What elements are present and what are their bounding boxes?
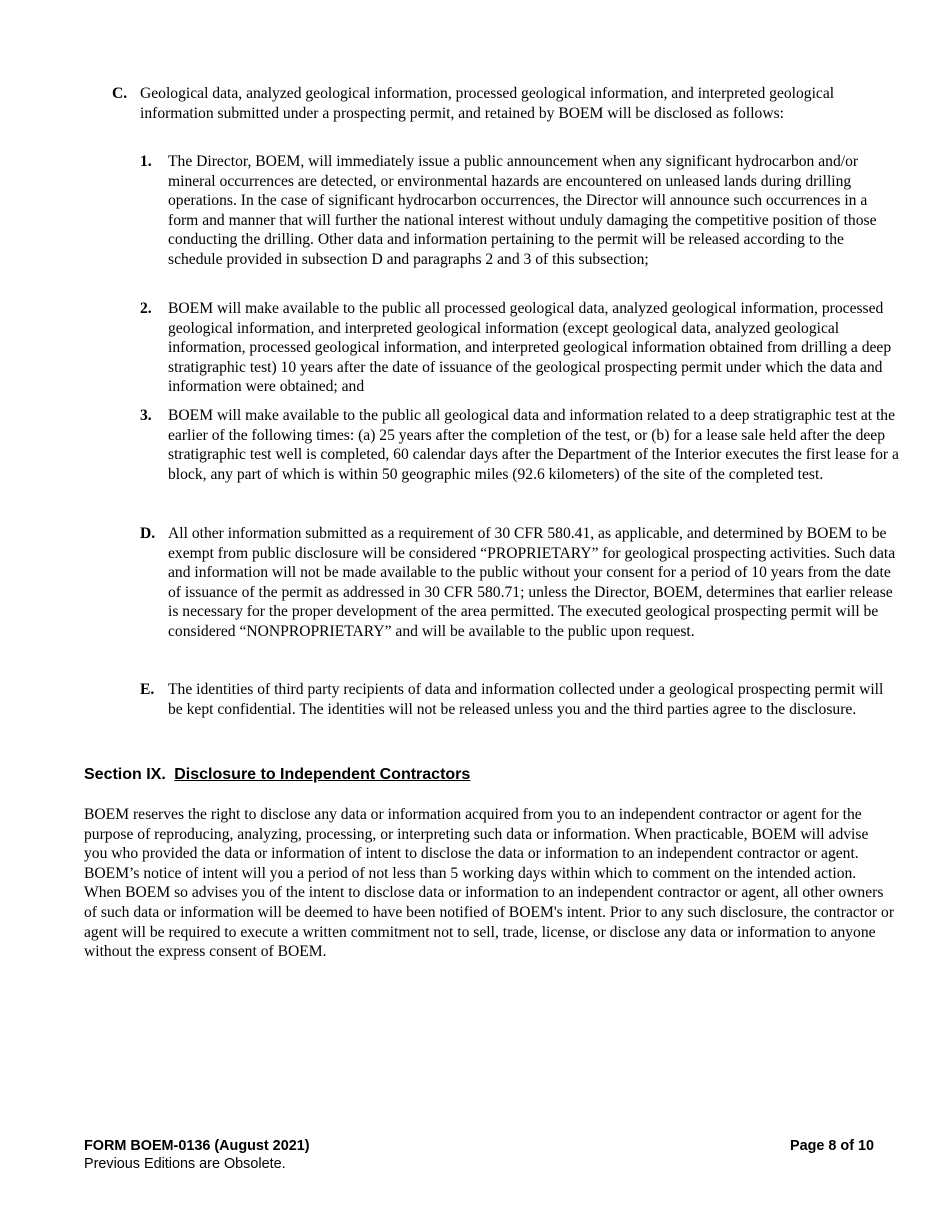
section-ix-title: Disclosure to Independent Contractors (174, 766, 471, 783)
item-2-label: 2. (140, 300, 152, 317)
item-3-text: BOEM will make available to the public all geological data and information related to a deep stratigraphic test at the earlier of the following times: (a) 25 years after the completion of the test, or (b) for a lease sale held after the deep stratigraphic test well is completed, 60 calendar days after the Department of the Interior executes the first lease for a block, any part of which is within 50 geographic miles (92.6 kilometers) of the site of the completed test. (168, 407, 899, 483)
section-d-label: D. (140, 525, 156, 542)
item-2-text: BOEM will make available to the public all processed geological data, analyzed geological information, processed geological information, and interpreted geological information (except geological data, analyzed geological information, processed geological information, and interpreted geological information obtained from drilling a deep stratigraphic test) 10 years after the date of issuance of the geological prospecting permit under which the data and information were obtained; and (168, 300, 892, 396)
item-3-label: 3. (140, 407, 152, 424)
page-footer (84, 1137, 874, 1173)
editions-note: Previous Editions are Obsolete. (84, 1156, 286, 1172)
section-c-label: C. (112, 85, 128, 102)
section-c-text: Geological data, analyzed geological information, processed geological information, and interpreted geological information submitted under a prospecting permit, and retained by BOEM will be disclosed as follows: (140, 85, 835, 122)
section-ix-number: Section IX. (84, 766, 166, 783)
item-1-label: 1. (140, 153, 152, 170)
form-id: FORM BOEM-0136 (August 2021) (84, 1138, 310, 1154)
section-ix-body: BOEM reserves the right to disclose any data or information acquired from you to an independent contractor or agent for the purpose of reproducing, analyzing, processing, or interpreting such data or information. When practicable, BOEM will advise you who provided the data or information of intent to disclose the data or information to an independent contractor or agent. BOEM’s notice of intent will you a period of not less than 5 working days within which to comment on the intended action. When BOEM so advises you of the intent to disclose data or information to an independent contractor or agent, all other owners of such data or information will be deemed to have been notified of BOEM's intent. Prior to any such disclosure, the contractor or agent will be required to execute a written commitment not to sell, trade, license, or disclose any data or information to anyone without the express consent of BOEM. (84, 806, 895, 961)
section-e-text: The identities of third party recipients of data and information collected under a geological prospecting permit will be kept confidential. The identities will not be released unless you and the third parties agree to the disclosure. (168, 681, 884, 718)
page-number: Page 8 of 10 (790, 1138, 874, 1154)
section-d-text: All other information submitted as a requirement of 30 CFR 580.41, as applicable, and determined by BOEM to be exempt from public disclosure will be considered “PROPRIETARY” for geological prospecting activities. Such data and information will not be made available to the public without your consent for a period of 10 years from the date of issuance of the permit as addressed in 30 CFR 580.71; unless the Director, BOEM, determines that earlier release is necessary for the proper development of the area permitted. The executed geological prospecting permit will be considered “NONPROPRIETARY” and will be available to the public upon request. (168, 525, 896, 640)
section-ix-heading (84, 766, 470, 784)
item-1-text: The Director, BOEM, will immediately issue a public announcement when any significant hydrocarbon and/or mineral occurrences are detected, or environmental hazards are encountered on unleased lands during drilling operations. In the case of significant hydrocarbon occurrences, the Director will announce such occurrences in a form and manner that will further the national interest without unduly damaging the competitive position of those conducting the drilling. Other data and information pertaining to the permit will be released according to the schedule provided in subsection D and paragraphs 2 and 3 of this subsection; (168, 153, 877, 268)
section-e-label: E. (140, 681, 155, 698)
